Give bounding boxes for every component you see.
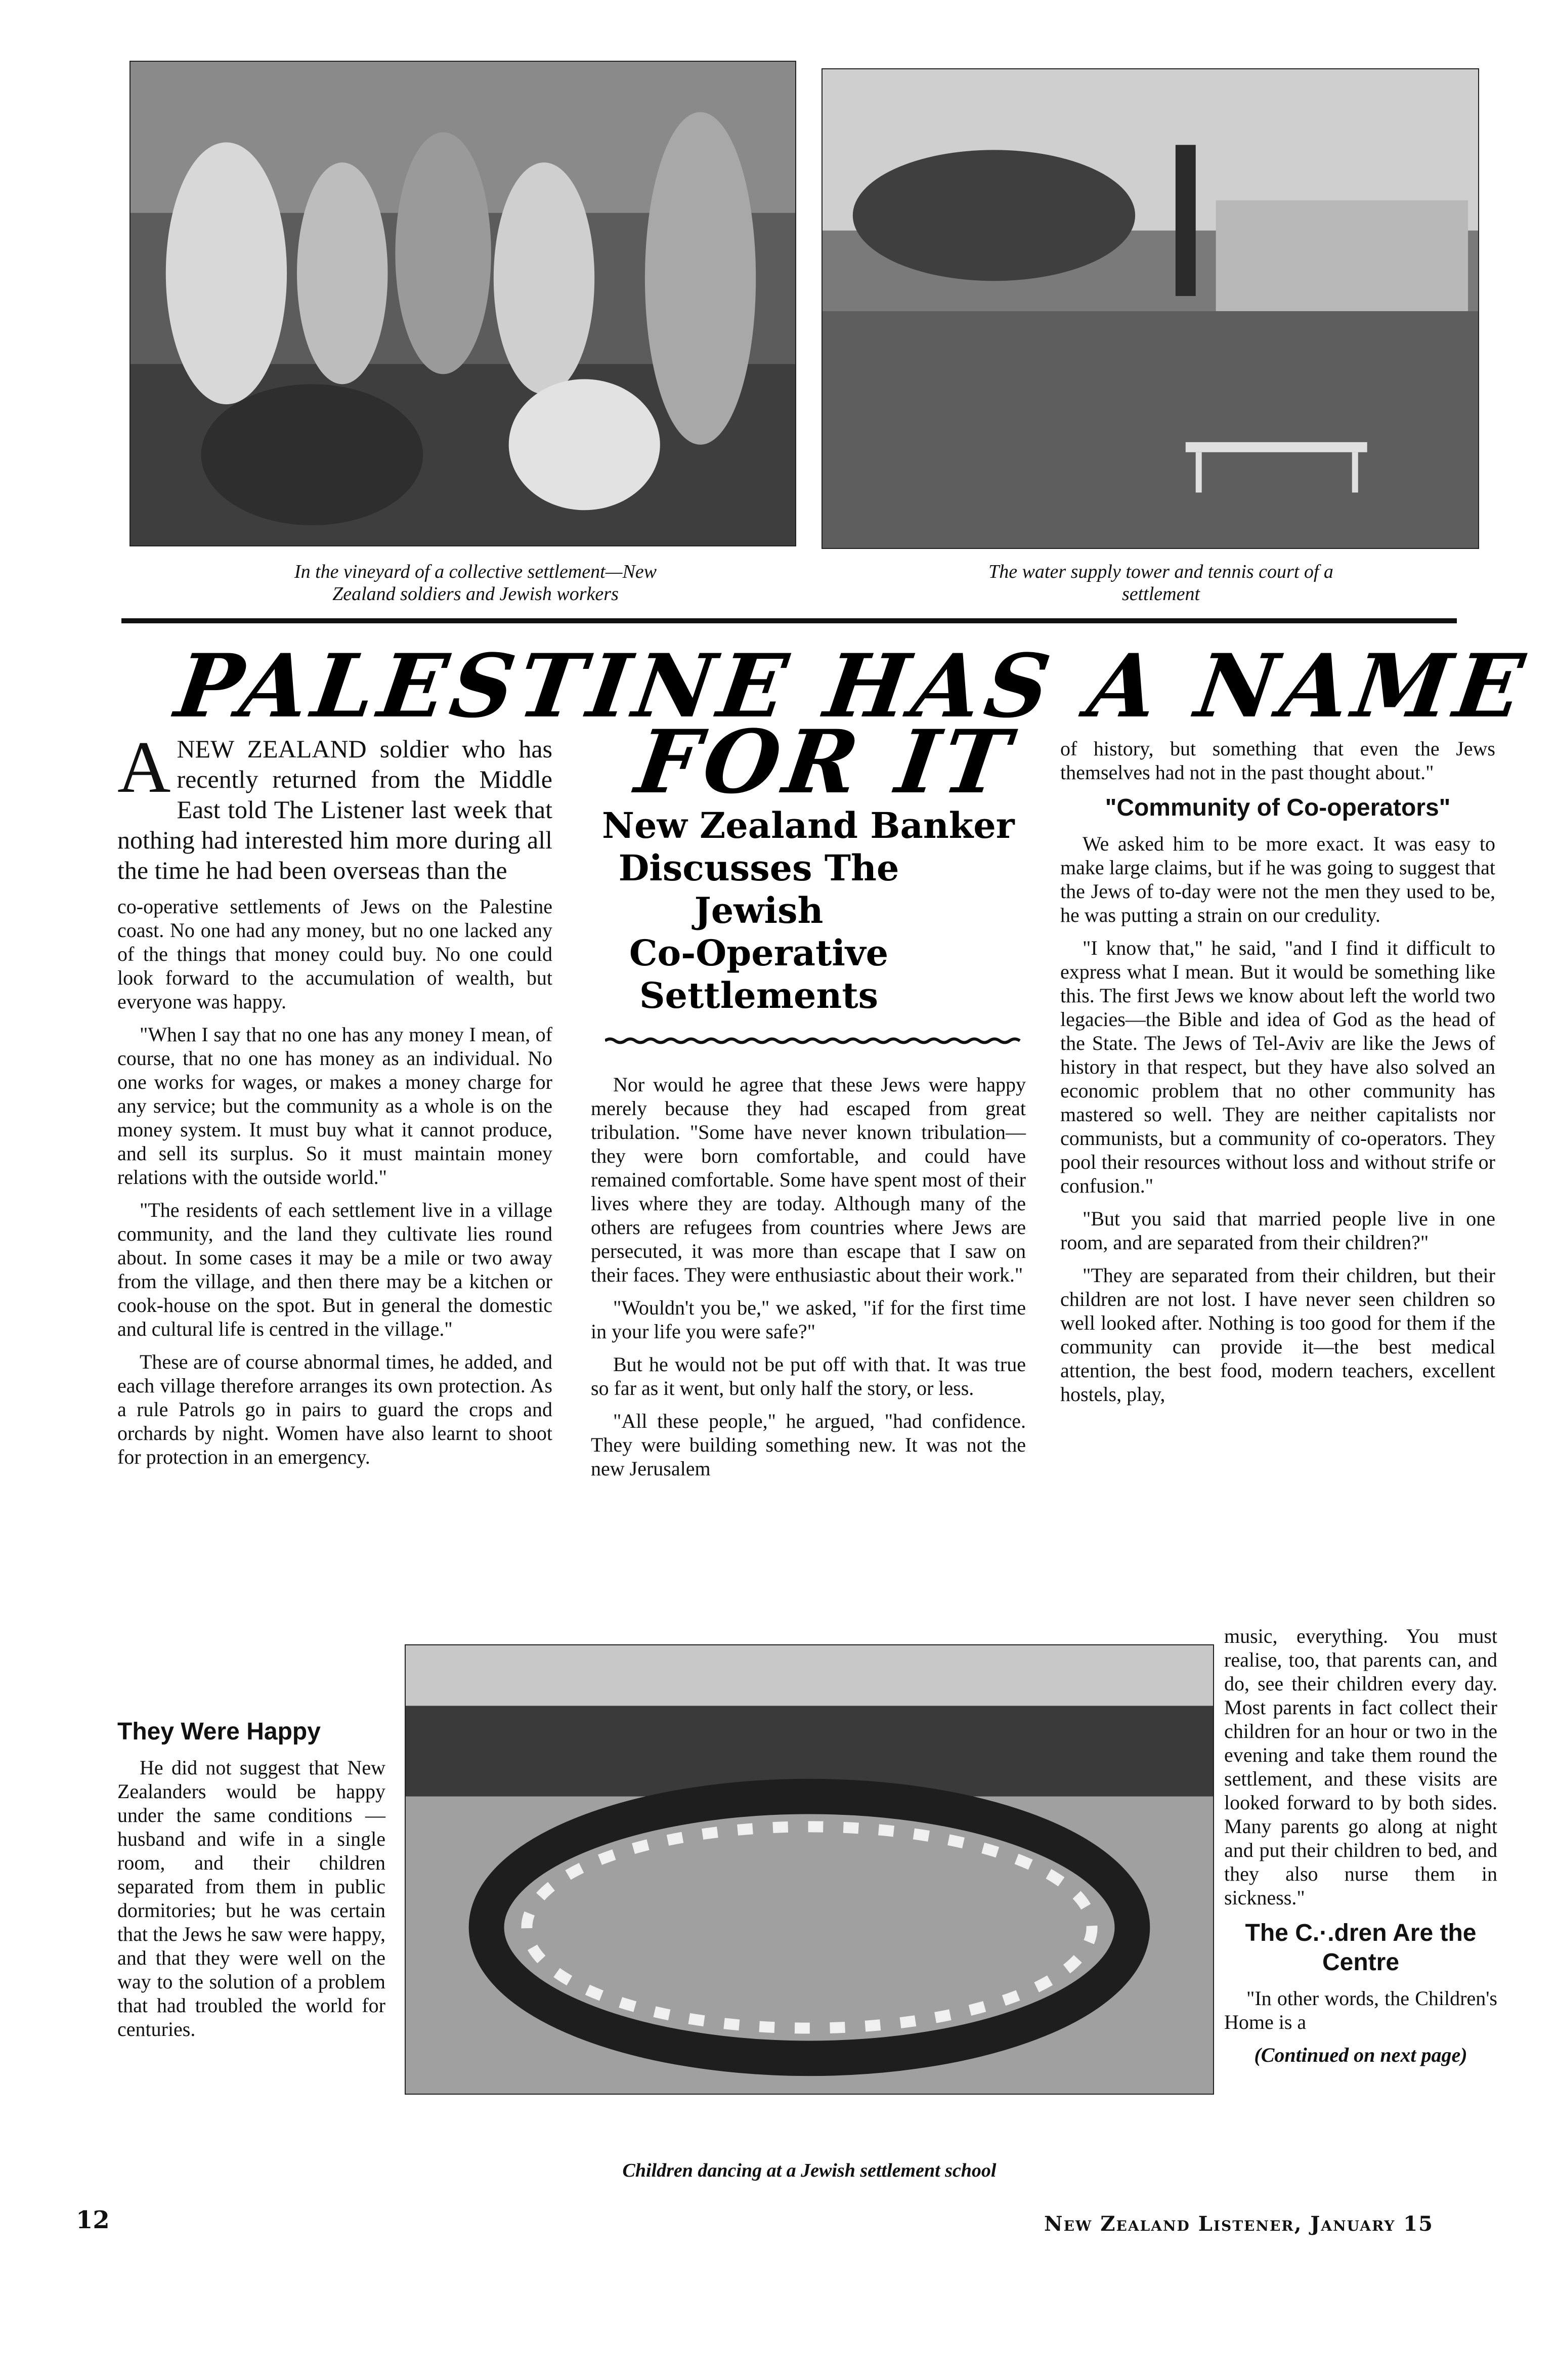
- column-3-lower: [1224, 1624, 1497, 2076]
- column-2: [591, 1073, 1026, 1490]
- body-paragraph: "All these people," he argued, "had confidence. They were building something new. It was not the new Jerusalem: [591, 1410, 1026, 1480]
- subhead-children-centre: The C.·.dren Are the Centre: [1245, 1920, 1477, 1976]
- header-rule: [121, 618, 1457, 623]
- water-tower-caption-line1: The water supply tower and tennis court of a: [988, 561, 1333, 582]
- wavy-divider: [605, 1037, 1025, 1044]
- deck-line: Settlements: [639, 974, 879, 1016]
- body-paragraph: co-operative settlements of Jews on the Palestine coast. No one had any money, but no one lacked any of the things that money could buy. No one could look forward to the accumulation of wealth, but everyone was happy.: [117, 895, 552, 1013]
- vineyard-caption: [172, 561, 779, 605]
- children-dancing-photo: [405, 1644, 1214, 2095]
- deck-line: Discusses The: [618, 847, 899, 889]
- deck-line: Jewish: [694, 889, 824, 931]
- body-paragraph: "When I say that no one has any money I mean, of course, that no one has money as an individual. No one works for wages, or makes a money charge for any service; but the community as a whole is on the money system. It must buy what it cannot produce, and sell its surplus. So it must maintain money relations with the outside world.": [117, 1023, 552, 1188]
- body-paragraph: "They are separated from their children, but their children are not lost. I have never seen children so well looked after. Nothing is too good for them if the community can provide it—the best medical attention, the best food, modern teachers, excellent hostels, play,: [1060, 1264, 1495, 1406]
- body-paragraph: He did not suggest that New Zealanders would be happy under the same conditions — husband and wife in a single room, and their children separated from them in public dormitories; but he was certain that the Jews he saw were happy, and that they were well on the way to the solution of a problem that had troubled the world for centuries.: [117, 1756, 385, 2041]
- water-tower-caption-line2: settlement: [1121, 583, 1200, 605]
- column-1-lower: [117, 1710, 385, 2050]
- body-paragraph: "But you said that married people live in one room, and are separated from their children?": [1060, 1207, 1495, 1254]
- subhead-community: "Community of Co-operators": [1105, 794, 1451, 821]
- body-paragraph: "I know that," he said, "and I find it difficult to express what I mean. But it would be something like this. The first Jews we know about left the world two legacies—the Bible and idea of God as the head of the State. The Jews of Tel-Aviv are like the Jews of history in that respect, but they have also solved an economic problem that no other community has mastered so well. They are neither capitalists nor communists, but a community of co-operators. They pool their resources without loss and without strife or confusion.": [1060, 937, 1495, 1197]
- drop-cap: A: [117, 726, 171, 808]
- body-paragraph: "In other words, the Children's Home is a: [1224, 1987, 1497, 2033]
- publication-footer: New Zealand Listener, January 15: [1044, 2212, 1434, 2236]
- intro-paragraph: [117, 726, 552, 885]
- deck: [602, 804, 1015, 1017]
- body-paragraph: of history, but something that even the Jews themselves had not in the past thought about.": [1060, 737, 1495, 784]
- body-paragraph: music, everything. You must realise, too, that parents can, and do, see their children every day. Most parents in fact collect their children for an hour or two in the evening and take them round the settlement, and these visits are looked forward to by both sides. Many parents go along at night and put their children to bed, and they also nurse them in sickness.": [1224, 1625, 1497, 1909]
- water-tower-caption: [870, 561, 1452, 605]
- deck-line: Co-Operative: [629, 932, 889, 974]
- body-paragraph: Nor would he agree that these Jews were happy merely because they had escaped from great tribulation. "Some have never known tribulation—they were born comfortable, and could have remained comfortable. Some have spent most of their lives where they are today. Although many of the others are refugees from countries where Jews are persecuted, it was more than escape that I saw on their faces. They were enthusiastic about their work.": [591, 1073, 1026, 1286]
- deck-line: New Zealand Banker: [602, 804, 1015, 846]
- water-tower-photo: [822, 68, 1479, 549]
- continued-note: (Continued on next page): [1254, 2044, 1467, 2066]
- headline-line1: PALESTINE HAS A NAME: [169, 634, 1535, 737]
- body-paragraph: "The residents of each settlement live in a village community, and the land they cultivate lies round about. In some cases it may be a mile or two away from the village, and then there may be a kitchen or cook-house on the spot. But in general the domestic and cultural life is centred in the village.": [117, 1199, 552, 1340]
- headline-line2: FOR IT: [630, 710, 1021, 813]
- vineyard-caption-line1: In the vineyard of a collective settlement—New: [294, 561, 657, 582]
- intro-text: NEW ZEALAND soldier who has recently returned from the Middle East told The Listener last week that nothing had interested him more during all the time he had been overseas than the: [117, 735, 552, 884]
- page-number: 12: [76, 2206, 110, 2234]
- body-paragraph: These are of course abnormal times, he added, and each village therefore arranges its own protection. As a rule Patrols go in pairs to guard the crops and orchards by night. Women have also learnt to shoot for protection in an emergency.: [117, 1350, 552, 1468]
- body-paragraph: We asked him to be more exact. It was easy to make large claims, but if he was going to suggest that the Jews of to-day were not the men they used to be, he was putting a strain on our credulity.: [1060, 832, 1495, 926]
- body-paragraph: But he would not be put off with that. It was true so far as it went, but only half the story, or less.: [591, 1353, 1026, 1399]
- subhead-they-were-happy: They Were Happy: [117, 1718, 321, 1745]
- column-3: [1060, 737, 1495, 1415]
- column-1: [117, 726, 552, 1478]
- vineyard-caption-line2: Zealand soldiers and Jewish workers: [332, 583, 619, 605]
- vineyard-photo: [129, 61, 796, 546]
- body-paragraph: "Wouldn't you be," we asked, "if for the first time in your life you were safe?": [591, 1296, 1026, 1343]
- children-caption: Children dancing at a Jewish settlement school: [622, 2160, 997, 2181]
